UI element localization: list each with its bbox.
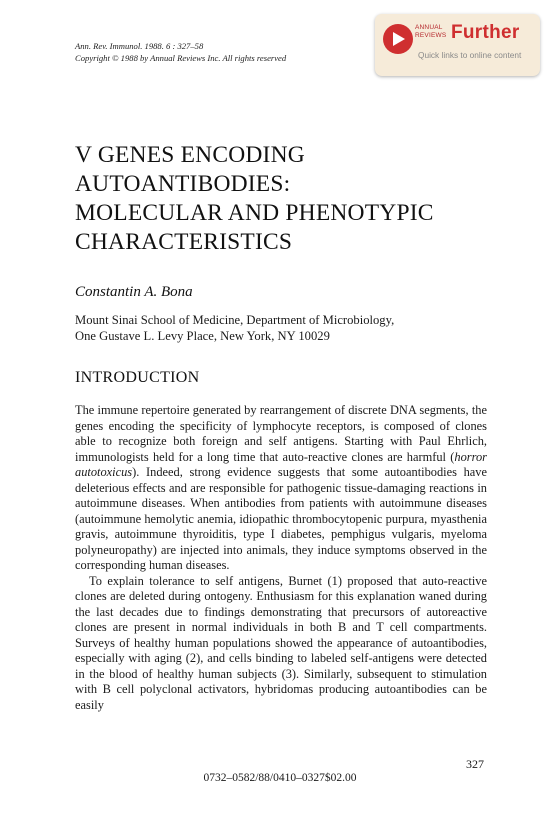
title-line: V GENES ENCODING [75,142,305,168]
article-title [75,141,434,257]
badge-further-label: Further [451,22,520,43]
body-text [75,403,487,713]
section-heading: INTRODUCTION [75,369,200,386]
paragraph-2: To explain tolerance to self antigens, Burnet (1) proposed that auto-reactive clones are deleted during ontogeny. Enthusiasm for this explanation waned during the last decades due to findings demonstrating that precursors of autoreactive clones are present in normal individuals in both B and T cell compartments. Surveys of healthy human populations showed the appearance of autoantibodies, especially with aging (2), and cells binding to labeled self-antigens were detected in the blood of healthy human subjects (3). Similarly, subsequent to stimulation with B cell polyclonal activators, hybridomas producing autoantibodies can be easily [75,573,487,712]
affiliation-line: Mount Sinai School of Medicine, Department of Microbiology, [75,313,395,327]
badge-reviews-label: REVIEWS [415,31,447,39]
paragraph-1-text-cont: ). Indeed, strong evidence suggests that some autoantibodies have deleterious effects and are responsible for pathogenic tissue-damaging reactions in autoimmune diseases. When antibodies from patients with autoimmune diseases (autoimmune hemolytic anemia, idiopathic thrombocytopenic purpura, myasthenia gravis, autoimmune thyroiditis, type I diabetes, pemphigus vulgaris, myeloma polyneuropathy) are injected into animals, they induce symptoms observed in the corresponding human diseases. [75,465,487,572]
journal-citation [75,41,286,64]
paragraph-1-italic-term: horror autotoxicus [75,449,487,479]
price-code: 0732–0582/88/0410–0327$02.00 [203,772,357,784]
affiliation-line: One Gustave L. Levy Place, New York, NY 10029 [75,329,330,343]
page-number: 327 [466,757,484,771]
citation-line-journal: Ann. Rev. Immunol. 1988. 6 : 327–58 [75,41,204,51]
speaker-play-icon [382,23,414,55]
title-line: AUTOANTIBODIES: [75,171,291,197]
further-badge[interactable] [375,14,540,76]
title-line: CHARACTERISTICS [75,229,293,255]
badge-subtitle: Quick links to online content [418,50,522,60]
badge-annual-reviews [415,24,446,39]
title-line: MOLECULAR AND PHENOTYPIC [75,200,434,226]
badge-annual-label: ANNUAL [415,24,443,31]
citation-line-copyright: Copyright © 1988 by Annual Reviews Inc. All rights reserved [75,52,287,63]
paragraph-1-text: The immune repertoire generated by rearrangement of discrete DNA segments, the genes encoding the specificity of lymphocyte receptors, is composed of clones able to recognize both foreign and self antigens. Starting with Paul Ehrlich, immunologists held for a long time that auto-reactive clones are harmful ( [75,403,487,464]
paragraph-1 [75,403,487,574]
author-affiliation [75,312,394,344]
author-name: Constantin A. Bona [75,284,193,300]
